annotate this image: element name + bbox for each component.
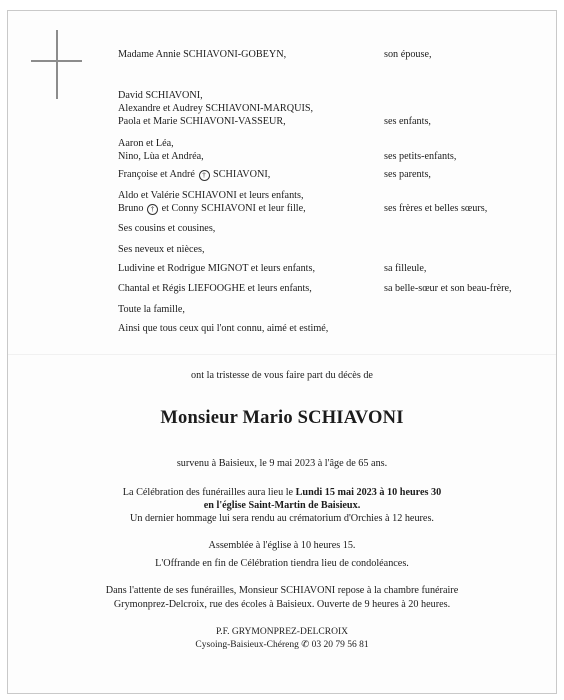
telephone-icon: ✆ [301,640,310,650]
family-line-7-surname: SCHIAVONI, [213,169,271,180]
cross-icon [56,30,58,99]
ceremony-place: en l'église Saint-Martin de Baisieux. [203,500,361,511]
relation-9: ses frères et belles sœurs, [384,203,488,214]
family-line-7-names: Françoise et André [118,169,195,180]
family-line-5: Aaron et Léa, [118,138,174,149]
funeral-home-name: P.F. GRYMONPREZ-DELCROIX [216,627,348,637]
family-line-9 [118,203,306,215]
family-line-3: Alexandre et Audrey SCHIAVONI-MARQUIS, [118,103,314,114]
funeral-home-phone: 03 20 79 56 81 [311,640,369,650]
family-line-10: Ses cousins et cousines, [118,223,216,234]
final-tribute: Un dernier hommage lui sera rendu au crématorium d'Orchies à 12 heures. [130,513,434,524]
death-details: survenu à Baisieux, le 9 mai 2023 à l'âge de 65 ans. [176,458,388,469]
funeral-home-address: Cysoing-Baisieux-Chéreng [195,640,299,650]
funeral-home-contact [0,639,564,652]
relation-6: ses petits-enfants, [384,151,457,162]
deceased-cross-mark: † [147,204,158,215]
relation-13: sa belle-sœur et son beau-frère, [384,283,512,294]
family-line-15: Ainsi que tous ceux qui l'ont connu, aimé et estimé, [118,323,329,334]
fold-line [8,354,556,355]
deceased-name: Monsieur Mario SCHIAVONI [160,408,404,428]
cross-icon-bar [31,60,82,62]
relation-4: ses enfants, [384,116,431,127]
family-line-7 [118,169,270,181]
ceremony-date: Lundi 15 mai 2023 à 10 heures 30 [295,487,442,498]
deceased-cross-mark: † [199,170,210,181]
family-line-1: Madame Annie SCHIAVONI-GOBEYN, [118,49,287,60]
family-line-4: Paola et Marie SCHIAVONI-VASSEUR, [118,116,286,127]
family-line-11: Ses neveux et nièces, [118,244,205,255]
ceremony-intro: La Célébration des funérailles aura lieu le [122,487,294,498]
resting-place-line-1: Dans l'attente de ses funérailles, Monsieur SCHIAVONI repose à la chambre funéraire [105,585,459,596]
family-line-12: Ludivine et Rodrigue MIGNOT et leurs enfants, [118,263,316,274]
family-line-8: Aldo et Valérie SCHIAVONI et leurs enfants, [118,190,304,201]
family-line-14: Toute la famille, [118,304,185,315]
relation-1: son épouse, [384,49,432,60]
offering-note: L'Offrande en fin de Célébration tiendra lieu de condoléances. [155,558,409,569]
announcement: ont la tristesse de vous faire part du décès de [191,370,373,381]
ceremony-date-line [0,486,564,499]
resting-place-line-2: Grymonprez-Delcroix, rue des écoles à Baisieux. Ouverte de 9 heures à 20 heures. [113,599,451,610]
assembly-time: Assemblée à l'église à 10 heures 15. [208,540,356,551]
relation-12: sa filleule, [384,263,427,274]
family-line-6: Nino, Lùa et Andréa, [118,151,204,162]
family-line-9-name: Bruno [118,203,144,214]
family-line-2: David SCHIAVONI, [118,90,203,101]
family-line-13: Chantal et Régis LIEFOOGHE et leurs enfants, [118,283,312,294]
relation-7: ses parents, [384,169,431,180]
family-line-9-rest: et Conny SCHIAVONI et leur fille, [161,203,306,214]
